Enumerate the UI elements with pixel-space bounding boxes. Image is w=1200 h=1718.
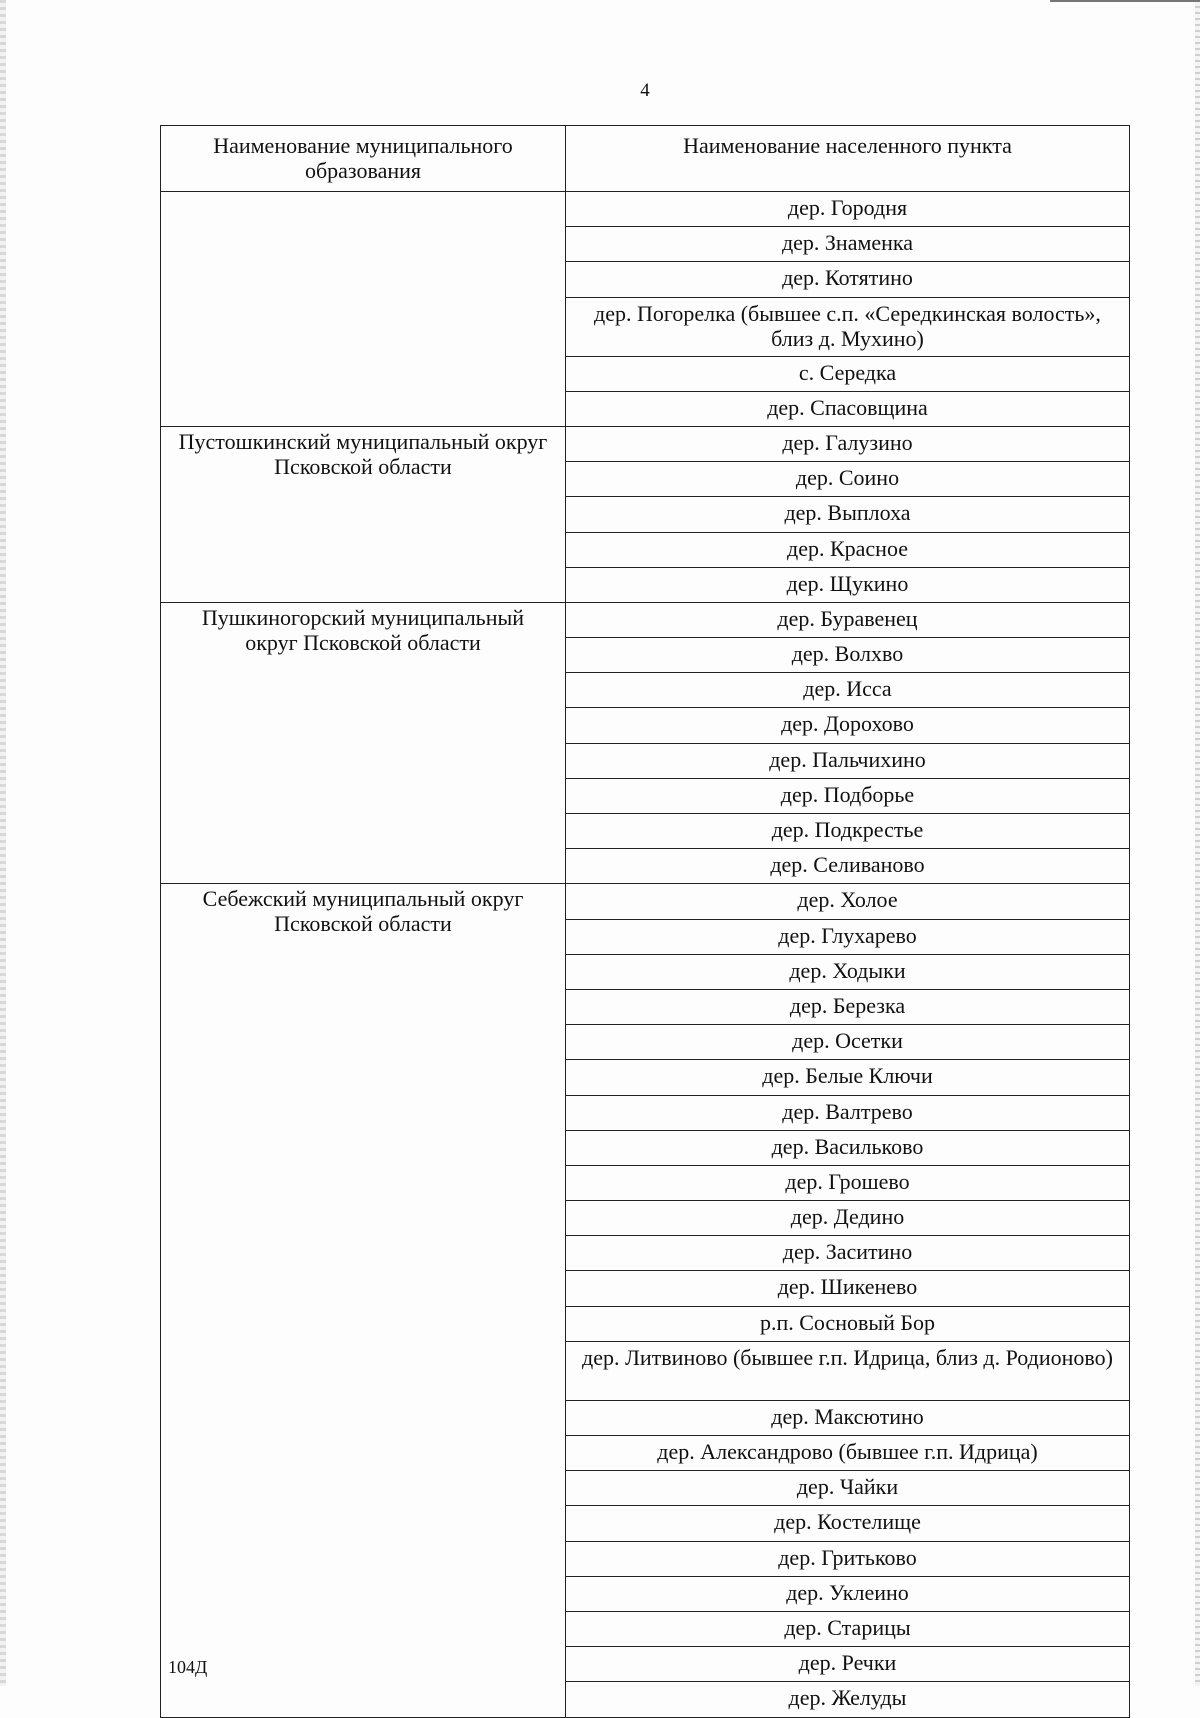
scan-edge-right (1195, 0, 1200, 1686)
municipality-cell: Себежский муниципальный округ Псковской области (161, 884, 566, 1717)
settlement-cell: дер. Выплоха (566, 497, 1130, 532)
settlement-cell: р.п. Сосновый Бор (566, 1306, 1130, 1341)
settlement-cell: дер. Максютино (566, 1400, 1130, 1435)
settlement-cell: дер. Костелище (566, 1506, 1130, 1541)
header-settlement: Наименование населенного пункта (566, 126, 1130, 192)
header-municipality: Наименование муниципального образования (161, 126, 566, 192)
settlement-cell: дер. Шикенево (566, 1271, 1130, 1306)
settlement-cell: дер. Галузино (566, 426, 1130, 461)
settlement-cell: дер. Желуды (566, 1682, 1130, 1717)
settlement-cell: дер. Гритьково (566, 1541, 1130, 1576)
municipality-cell: Пустошкинский муниципальный округ Псковской области (161, 426, 566, 602)
document-code: 104Д (168, 1657, 208, 1677)
municipality-cell (161, 192, 566, 427)
settlement-cell: дер. Речки (566, 1647, 1130, 1682)
table-row (161, 602, 1130, 637)
table-body (161, 192, 1130, 1718)
scan-edge-left (0, 0, 6, 1686)
table-row (161, 884, 1130, 919)
settlement-cell: дер. Подкрестье (566, 814, 1130, 849)
settlement-cell: дер. Красное (566, 532, 1130, 567)
settlement-cell: дер. Заситино (566, 1236, 1130, 1271)
settlement-cell: дер. Погорелка (бывшее с.п. «Середкинская волость», близ д. Мухино) (566, 297, 1130, 356)
settlement-cell: дер. Знаменка (566, 227, 1130, 262)
settlement-cell: дер. Осетки (566, 1025, 1130, 1060)
settlement-cell: дер. Александрово (бывшее г.п. Идрица) (566, 1436, 1130, 1471)
table-row (161, 426, 1130, 461)
settlement-cell: дер. Глухарево (566, 919, 1130, 954)
municipality-cell: Пушкиногорский муниципальный округ Псковской области (161, 602, 566, 884)
settlement-cell: дер. Пальчихино (566, 743, 1130, 778)
settlement-cell: дер. Дедино (566, 1201, 1130, 1236)
scan-top-line (1050, 0, 1200, 2)
page-number: 4 (640, 80, 650, 101)
settlement-cell: дер. Березка (566, 989, 1130, 1024)
settlement-cell: дер. Литвиново (бывшее г.п. Идрица, близ д. Родионово) (566, 1341, 1130, 1400)
settlement-cell: дер. Буравенец (566, 602, 1130, 637)
settlement-cell: дер. Соино (566, 462, 1130, 497)
settlement-cell: дер. Селиваново (566, 849, 1130, 884)
settlement-cell: с. Середка (566, 356, 1130, 391)
settlement-cell: дер. Исса (566, 673, 1130, 708)
settlement-cell: дер. Спасовщина (566, 391, 1130, 426)
settlements-table (160, 125, 1130, 1718)
settlement-cell: дер. Волхво (566, 638, 1130, 673)
settlement-cell: дер. Ходыки (566, 954, 1130, 989)
settlement-cell: дер. Дорохово (566, 708, 1130, 743)
settlement-cell: дер. Холое (566, 884, 1130, 919)
settlement-cell: дер. Старицы (566, 1611, 1130, 1646)
settlement-cell: дер. Уклеино (566, 1576, 1130, 1611)
settlement-cell: дер. Васильково (566, 1130, 1130, 1165)
table-header-row (161, 126, 1130, 192)
settlement-cell: дер. Белые Ключи (566, 1060, 1130, 1095)
settlement-cell: дер. Грошево (566, 1165, 1130, 1200)
settlement-cell: дер. Подборье (566, 778, 1130, 813)
table-row (161, 192, 1130, 227)
settlement-cell: дер. Валтрево (566, 1095, 1130, 1130)
settlement-cell: дер. Щукино (566, 567, 1130, 602)
settlement-cell: дер. Чайки (566, 1471, 1130, 1506)
settlement-cell: дер. Городня (566, 192, 1130, 227)
settlement-cell: дер. Котятино (566, 262, 1130, 297)
